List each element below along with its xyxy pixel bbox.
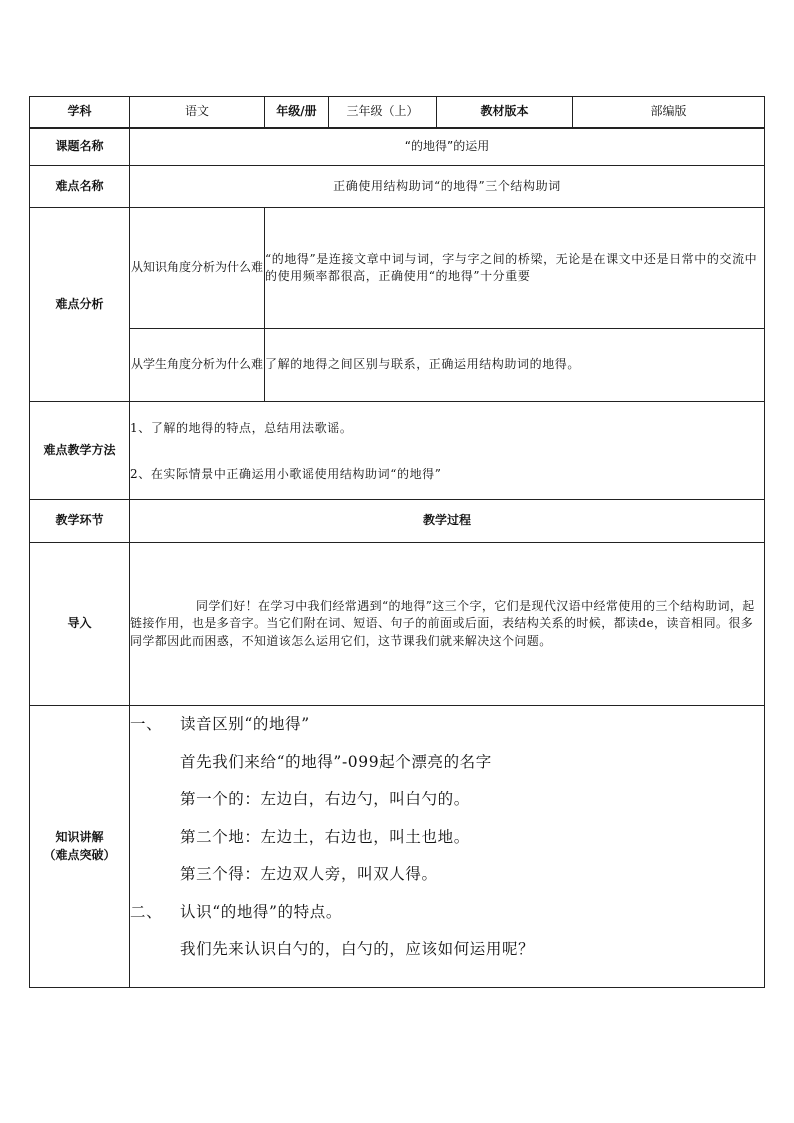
- textbook-value: 部编版: [573, 97, 765, 128]
- analysis-knowledge-row: [30, 208, 765, 329]
- section-number: 二、: [130, 902, 163, 921]
- methods-row: [30, 402, 765, 500]
- method-item: 1、了解的地得的特点，总结用法歌谣。: [130, 420, 353, 435]
- difficulty-row: [30, 166, 765, 208]
- process-label: 教学过程: [130, 500, 765, 543]
- student-angle-label: 从学生角度分析为什么难: [130, 329, 265, 402]
- section-title: 读音区别“的地得”: [180, 715, 310, 733]
- knowledge-line: 第三个得：左边双人旁，叫双人得。: [180, 865, 438, 883]
- intro-row: [30, 543, 765, 706]
- lesson-label: 课题名称: [30, 128, 130, 166]
- knowledge-line: 首先我们来给“的地得”-099起个漂亮的名字: [180, 752, 492, 771]
- knowledge-line: 我们先来认识白勺的，白勺的，应该如何运用呢？: [180, 940, 535, 958]
- difficulty-value: 正确使用结构助词“的地得”三个结构助词: [130, 166, 765, 208]
- lesson-title: “的地得”的运用: [130, 128, 765, 166]
- knowledge-line: 第一个的：左边白，右边勺，叫白勺的。: [180, 790, 470, 808]
- student-angle-text: 了解的地得之间区别与联系，正确运用结构助词的地得。: [265, 329, 765, 402]
- lesson-plan-table: [29, 96, 765, 988]
- knowledge-label: 知识讲解: [55, 830, 104, 845]
- analysis-label: 难点分析: [30, 208, 130, 402]
- grade-value: 三年级（上）: [329, 97, 437, 128]
- methods-list: [130, 402, 765, 500]
- knowledge-angle-label: 从知识角度分析为什么难: [130, 208, 265, 329]
- section-number: 一、: [130, 715, 163, 733]
- subject-value: 语文: [130, 97, 265, 128]
- knowledge-content: [130, 706, 765, 988]
- analysis-student-row: [30, 329, 765, 402]
- methods-label: 难点教学方法: [30, 402, 130, 500]
- difficulty-label: 难点名称: [30, 166, 130, 208]
- textbook-label: 教材版本: [437, 97, 573, 128]
- knowledge-label-cell: [30, 706, 130, 988]
- section-title: 认识“的地得”的特点。: [180, 902, 342, 921]
- intro-text: 同学们好！在学习中我们经常遇到“的地得”这三个字，它们是现代汉语中经常使用的三个结构助词，起链接作用，也是多音字。当它们附在词、短语、句子的前面或后面，表结构关系的时候，都读de，读音相同。很多同学都因此而困惑，不知道该怎么运用它们，这节课我们就来解决这个问题。: [130, 543, 765, 706]
- knowledge-line: 第二个地：左边土，右边也，叫土也地。: [180, 827, 470, 846]
- section-heading: [130, 706, 764, 744]
- grade-label: 年级/册: [265, 97, 329, 128]
- intro-label: 导入: [30, 543, 130, 706]
- knowledge-angle-text: “的地得”是连接文章中词与词，字与字之间的桥梁，无论是在课文中还是日常中的交流中的使用频率都很高，正确使用“的地得”十分重要: [265, 208, 765, 329]
- process-header-row: [30, 500, 765, 543]
- method-item: 2、在实际情景中正确运用小歌谣使用结构助词“的地得”: [130, 466, 442, 481]
- header-row: [30, 97, 765, 128]
- subject-label: 学科: [30, 97, 130, 128]
- lesson-row: [30, 128, 765, 166]
- stage-label: 教学环节: [30, 500, 130, 543]
- knowledge-label-sub: （难点突破）: [43, 847, 116, 862]
- section-heading: [130, 894, 764, 932]
- knowledge-row: [30, 706, 765, 988]
